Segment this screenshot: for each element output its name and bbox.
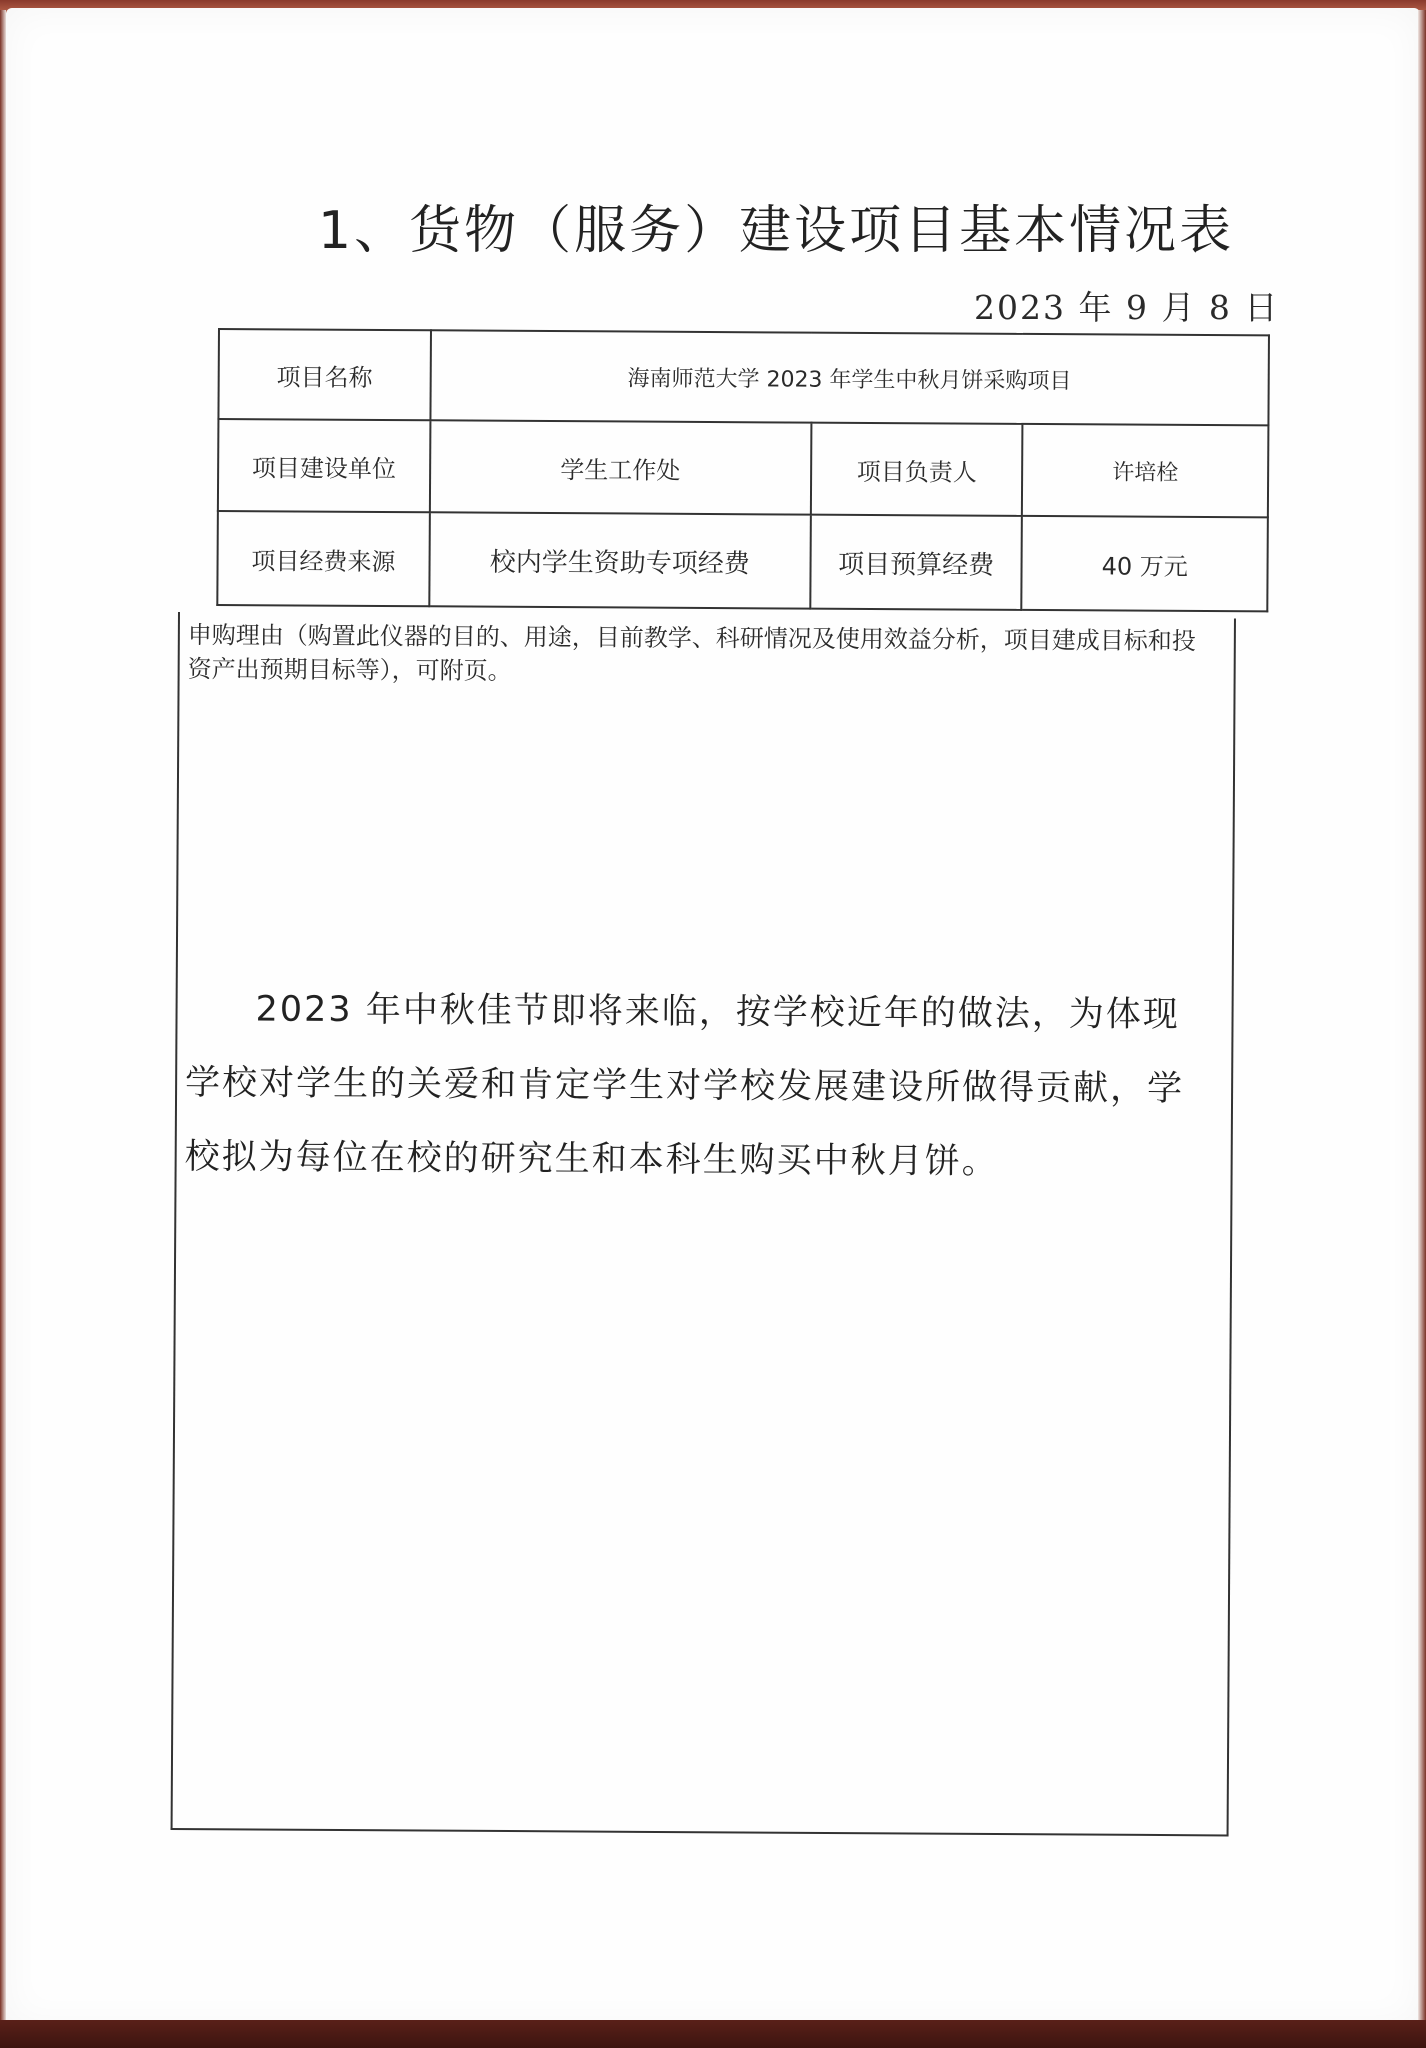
budget-label: 项目预算经费 [810, 515, 1022, 610]
table-row-project-name [218, 329, 1269, 425]
document-date: 2023 年 9 月 8 日 [974, 288, 1280, 327]
project-info-table [216, 328, 1270, 612]
table-row-funding [217, 511, 1268, 611]
budget-value: 40 万元 [1022, 516, 1268, 611]
paper-edge-right [1418, 10, 1426, 2030]
funding-source-value: 校内学生资助专项经费 [429, 512, 811, 608]
construction-unit-value: 学生工作处 [429, 420, 811, 514]
purchase-reason-body: 2023 年中秋佳节即将来临，按学校近年的做法，为体现学校对学生的关爱和肯定学生对学校发展建设所做得贡献，学校拟为每位在校的研究生和本科生购买中秋月饼。 [184, 989, 1185, 1183]
project-name-label: 项目名称 [218, 329, 430, 420]
desk-surface-bottom [0, 2020, 1426, 2048]
paper-edge-left [0, 10, 6, 2030]
table-row-construction-unit [218, 419, 1269, 517]
purchase-reason-prompt: 申购理由（购置此仪器的目的、用途，目前教学、科研情况及使用效益分析，项目建成目标和投资产出预期目标等），可附页。 [187, 621, 1196, 686]
document-title: 1、货物（服务）建设项目基本情况表 [318, 201, 1235, 261]
construction-unit-label: 项目建设单位 [218, 419, 430, 512]
project-name-value: 海南师范大学 2023 年学生中秋月饼采购项目 [430, 330, 1269, 425]
purchase-reason-section [171, 612, 1236, 1836]
project-leader-label: 项目负责人 [811, 423, 1023, 516]
funding-source-label: 项目经费来源 [217, 511, 429, 606]
project-leader-value: 许培栓 [1022, 424, 1268, 517]
